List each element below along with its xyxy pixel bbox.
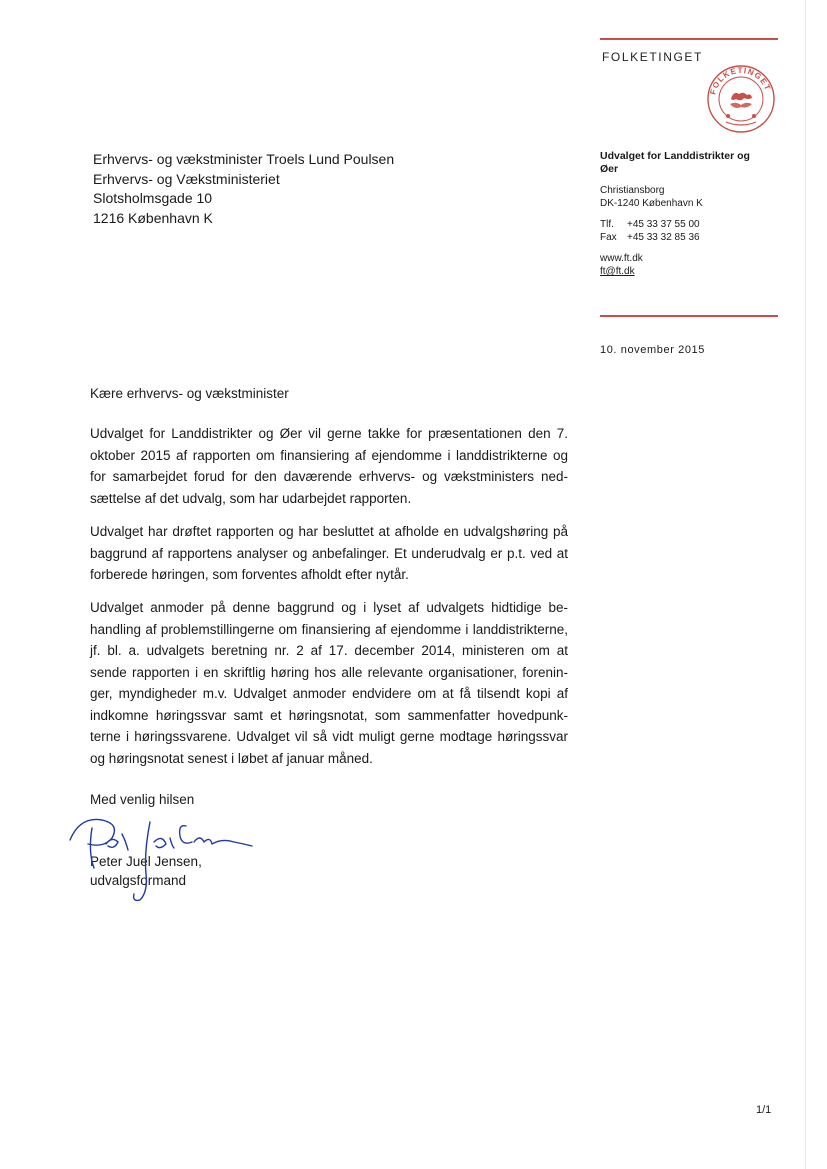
handwritten-signature-icon — [62, 812, 262, 902]
fax-number: +45 33 32 85 36 — [627, 232, 700, 243]
website-link[interactable]: www.ft.dk — [600, 253, 643, 264]
seal-text: FOLKETINGET — [708, 65, 773, 96]
committee-name-line2: Øer — [600, 163, 619, 175]
signer-name: Peter Juel Jensen, — [90, 854, 202, 869]
committee-name-line1: Udvalget for Landdistrikter og — [600, 150, 750, 162]
sidebar-bottom-rule — [600, 315, 778, 317]
folketinget-seal-icon — [706, 64, 776, 134]
brand-name: FOLKETINGET — [602, 50, 703, 64]
page-number: 1/1 — [756, 1104, 772, 1116]
address-line: Christiansborg — [600, 185, 665, 196]
paragraph-1: Udvalget for Landdistrikter og Øer vil gerne takke for præsentationen den 7. oktober 2015 af rapporten om finansiering af ejendomme i landdistrikterne og for samarbejdet forud for den daværende erhvervs- og vækstministers nedsættelse af det udvalg, som har udarbejdet rapporten. — [90, 426, 568, 506]
recipient-line: 1216 København K — [93, 209, 213, 226]
sender-address — [600, 184, 790, 210]
recipient-line: Erhvervs- og vækstminister Troels Lund Poulsen — [93, 151, 395, 167]
phone-label: Tlf. — [600, 219, 614, 230]
recipient-line: Slotsholmsgade 10 — [93, 190, 213, 206]
header-top-rule — [600, 38, 778, 40]
fax-row — [600, 231, 790, 244]
letter-date: 10. november 2015 — [600, 344, 705, 356]
phone-number: +45 33 37 55 00 — [627, 219, 700, 230]
email-link[interactable]: ft@ft.dk — [600, 266, 635, 277]
web-contacts — [600, 252, 790, 278]
paragraph-2: Udvalget har drøftet rapporten og har besluttet at afholde en udvalgshøring på baggrund af rapportens analyser og anbefalinger. Et underudvalg er p.t. ved at forberede høringen, som forventes afholdt efter nytår. — [90, 524, 568, 582]
contact-numbers — [600, 218, 790, 244]
committee-name — [600, 150, 790, 176]
salutation: Kære erhvervs- og vækstminister — [90, 386, 289, 401]
sender-info — [600, 150, 790, 278]
recipient-address — [93, 150, 394, 228]
svg-text:FOLKETINGET — [708, 66, 772, 96]
fax-label: Fax — [600, 232, 617, 243]
phone-row — [600, 218, 790, 231]
recipient-line: Erhvervs- og Vækstministeriet — [93, 170, 280, 187]
signer-title: udvalgsformand — [90, 873, 187, 888]
paragraph-3: Udvalget anmoder på denne baggrund og i lyset af udvalgets hidtidige behandling af problemstillingerne om finansiering af ejendomme i landdistrikterne, jf. bl. a. udvalgets beretning nr. 2 af 17. december 2014, ministeren om at sende rapporten i en skriftlig høring hos alle relevante organisationer, foreninger, myndigheder m.v. Udvalget anmoder endvidere om at få tilsendt kopi af indkomne høringssvar samt et høringsnotat, som sammenfatter hovedpunkterne i høringssvarene. Udvalget vil så vidt muligt gerne modtage høringssvar og høringsnotat senest i løbet af januar måned. — [90, 600, 568, 766]
page-edge-line — [805, 0, 806, 1169]
address-line: DK-1240 København K — [600, 198, 703, 209]
closing: Med venlig hilsen — [90, 792, 195, 807]
